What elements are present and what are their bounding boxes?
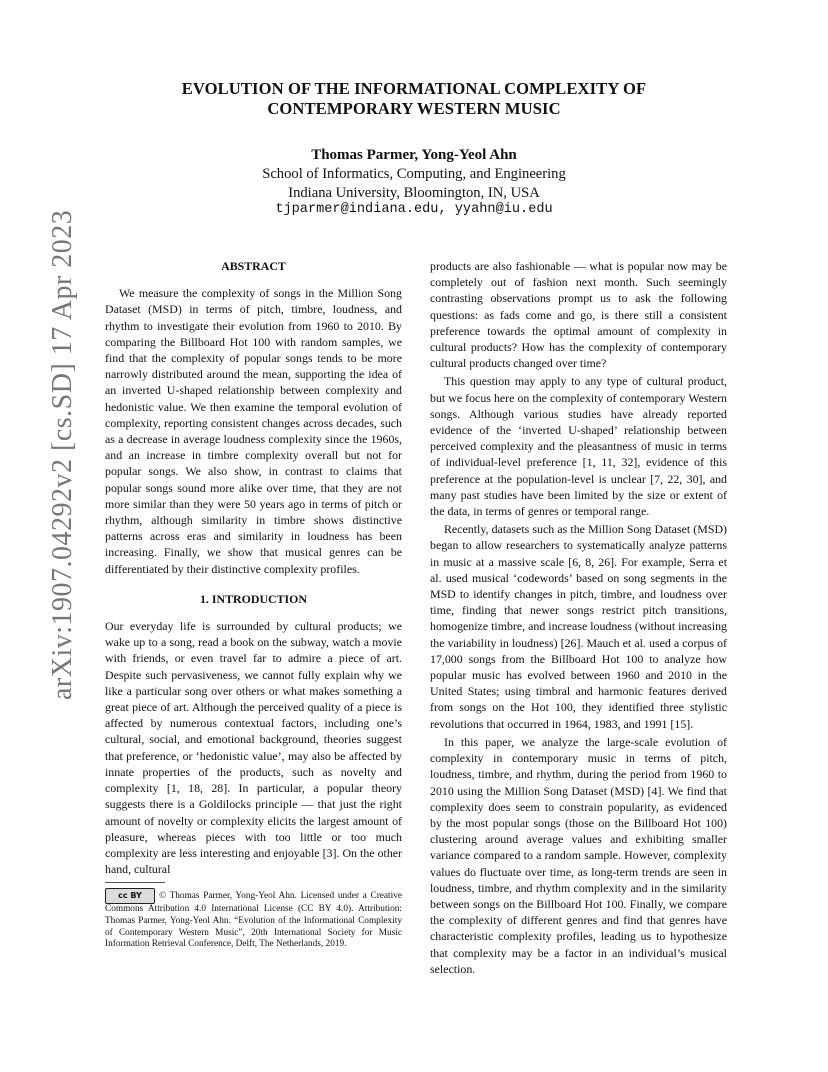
- license-footnote: [105, 888, 402, 951]
- abstract-heading: ABSTRACT: [221, 259, 286, 273]
- authors: Thomas Parmer, Yong-Yeol Ahn: [311, 147, 517, 163]
- affiliation-line-2: Indiana University, Bloomington, IN, USA: [288, 184, 540, 201]
- cc-by-license-icon: [105, 888, 155, 904]
- left-column: [105, 258, 402, 877]
- right-paragraph-2: This question may apply to any type of cultural product, but we focus here on the complexity of contemporary Western songs. Although various studies have already reported evidence of the ‘inverted U-shaped’ relationship between perceived complexity and the pleasantness of music in terms of individual-level preference [1, 11, 32], evidence of this preference at the population-level is unclear [7, 22, 30], and many past studies have been limited by the size or extent of the data, in terms of genres or temporal range.: [430, 374, 727, 519]
- cc-badge-text: cc BY: [118, 891, 142, 900]
- affiliation: [0, 165, 828, 202]
- introduction-heading: 1. INTRODUCTION: [199, 591, 308, 606]
- introduction-paragraph-1: Our everyday life is surrounded by cultural products; we wake up to a song, read a book on the subway, watch a movie with friends, or even travel far to admire a piece of art. Despite such pervasiveness, we cannot fully explain why we like a particular song over others or what makes something a great piece of art. Although the perceived quality of a piece is affected by numerous contextual factors, including one’s cultural, social, and emotional background, theories suggest that preference, or ‘hedonistic value’, may also be affected by innate properties of the products, such as novelty and complexity [1, 18, 28]. In particular, a popular theory suggests there is a Goldilocks principle — that just the right amount of novelty or complexity elicits the largest amount of pleasure, whereas pieces with too little or too much complexity are less interesting and enjoyable [3]. On the other hand, cultural: [105, 619, 402, 877]
- right-paragraph-4: In this paper, we analyze the large-scale evolution of complexity in contemporary music in terms of pitch, loudness, timbre, and rhythm, during the period from 1960 to 2010 using the Million Song Dataset (MSD) [4]. We find that complexity does seem to constrain popularity, as evidenced by the most popular songs (those on the Billboard Hot 100) clustering around average values and exhibiting smaller variance compared to a random sample. However, complexity values do fluctuate over time, as long-term trends are seen in loudness, timbre, and rhythm complexity and in the similarity between songs on the Billboard Hot 100. Finally, we compare the complexity of different genres and find that genres have characteristic complexity profiles, leading us to hypothesize that complexity may be a factor in an individual’s musical selection.: [430, 734, 727, 976]
- abstract-text: We measure the complexity of songs in the Million Song Dataset (MSD) in terms of pitch, timbre, loudness, and rhythm to investigate their evolution from 1960 to 2010. By comparing the Billboard Hot 100 with random samples, we find that the complexity of popular songs tends to be more narrowly distributed around the mean, supporting the idea of an inverted U-shaped relationship between complexity and hedonistic value. We then examine the temporal evolution of complexity, reporting consistent changes across decades, such as a decrease in average loudness complexity since the 1960s, and an increase in timbre complexity overall but not for popular songs. We also show, in contrast to claims that popular songs sound more alike over time, that they are not more similar than they were 50 years ago in terms of pitch or rhythm, although similarity in timbre shows distinctive patterns across eras and similarity in loudness has been increasing. Finally, we show that musical genres can be differentiated by their distinctive complexity profiles.: [105, 286, 402, 576]
- right-paragraph-1: products are also fashionable — what is popular now may be completely out of fashion next month. Such seemingly contrasting observations prompt us to ask the following questions: as fads come and go, is there still a consistent preference towards the optimal amount of complexity in cultural products? How has the complexity of contemporary cultural products changed over time?: [430, 259, 727, 371]
- paper-title: [0, 79, 828, 119]
- affiliation-line-1: School of Informatics, Computing, and Engineering: [262, 166, 566, 182]
- title-line-1: EVOLUTION OF THE INFORMATIONAL COMPLEXITY OF: [181, 79, 647, 98]
- footnote-text: © Thomas Parmer, Yong-Yeol Ahn. Licensed under a Creative Commons Attribution 4.0 International License (CC BY 4.0). Attribution: Thomas Parmer, Yong-Yeol Ahn. “Evolution of the Informational Complexity of Contemporary Western Music”, 20th International Society for Music Information Retrieval Conference, Delft, The Netherlands, 2019.: [105, 891, 402, 950]
- right-paragraph-3: Recently, datasets such as the Million Song Dataset (MSD) began to allow researchers to systematically analyze patterns in music at a massive scale [6, 8, 26]. For example, Serra et al. used musical ‘codewords’ based on song segments in the MSD to identify changes in pitch, timbre, and loudness over time, finding that newer songs restrict pitch transitions, homogenize timbre, and increase loudness (without increasing the variability in loudness) [26]. Mauch et al. used a corpus of 17,000 songs from the Billboard Hot 100 to analyze how popular music has evolved between 1960 and 2010 in the United States; using timbral and harmonic features derived from songs on the Hot 100, they identified three stylistic revolutions that occurred in 1964, 1983, and 1991 [15].: [430, 522, 727, 731]
- right-column: [430, 258, 727, 977]
- footnote-rule: [105, 882, 165, 883]
- author-emails: tjparmer@indiana.edu, yyahn@iu.edu: [275, 202, 553, 217]
- arxiv-identifier: arXiv:1907.04292v2 [cs.SD] 17 Apr 2023: [47, 209, 78, 700]
- title-line-2: CONTEMPORARY WESTERN MUSIC: [267, 99, 561, 118]
